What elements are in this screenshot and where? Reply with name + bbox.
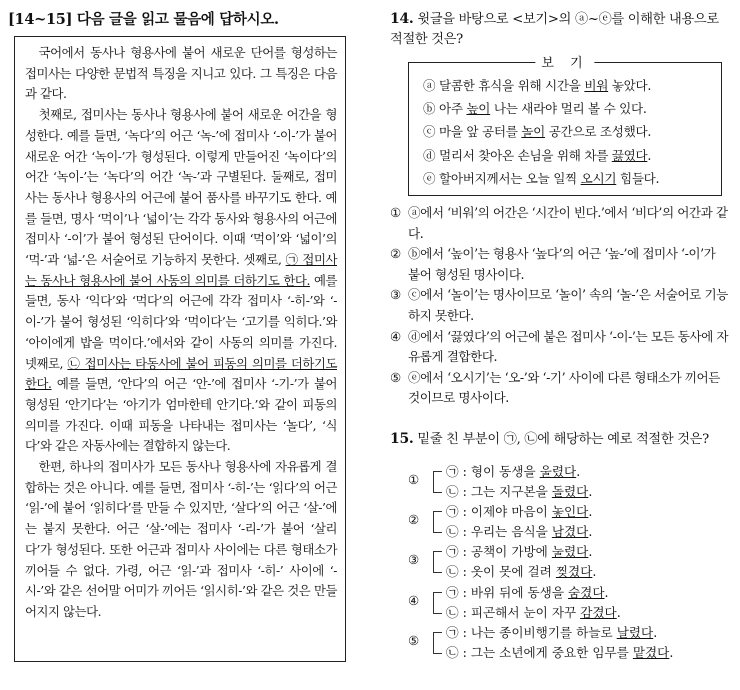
example-a bbox=[446, 583, 609, 603]
example-a bbox=[446, 623, 657, 643]
bracket-icon bbox=[433, 471, 442, 493]
question-text: 윗글을 바탕으로 <보기>의 ⓐ~ⓔ를 이해한 내용으로 적절한 것은? bbox=[390, 12, 719, 47]
example-underlined-word: 날렸다 bbox=[616, 624, 654, 640]
question-text: 밑줄 친 부분이 ㉠, ㉡에 해당하는 예로 적절한 것은? bbox=[417, 431, 709, 447]
option-text: ⓔ에서 ‘오시기’는 ‘오-’와 ‘-기’ 사이에 다른 형태소가 끼어든 것이므로 명사이다. bbox=[408, 369, 720, 406]
answer-option[interactable] bbox=[390, 285, 730, 326]
bracket-icon bbox=[433, 632, 442, 654]
bogi-item-text: ⓒ 마을 앞 공터를 bbox=[423, 124, 522, 140]
question-15-prompt bbox=[390, 429, 730, 450]
bogi-item-text: 공간으로 조성했다. bbox=[545, 124, 652, 140]
example-text: ㉠ : 형이 동생을 bbox=[446, 463, 540, 479]
example-b bbox=[446, 643, 673, 663]
option-number: ⑤ bbox=[408, 632, 420, 648]
answer-option[interactable] bbox=[390, 502, 730, 542]
option-text: ⓓ에서 ‘끓였다’의 어근에 붙은 접미사 ‘-이-’는 모든 동사에 자유롭게 결합한다. bbox=[408, 328, 729, 365]
bogi-item-text: . bbox=[647, 147, 652, 163]
passage-text: 예를 들면, ‘안다’의 어근 ‘안-’에 접미사 ‘-기-’가 붙어 형성된 ‘안기다’는 ‘아기가 엄마한테 안기다.’와 같이 피동의 의미를 가진다. 이때 피동을 나타내는 접미사는 ‘놀다’, ‘식다’와 같은 자동사에는 결합하지 않는다. bbox=[25, 376, 337, 454]
example-underlined-word: 찢겼다 bbox=[555, 564, 593, 580]
bogi-item bbox=[423, 144, 715, 167]
question-number: 15. bbox=[390, 430, 414, 447]
answer-option[interactable] bbox=[390, 203, 730, 244]
bogi-item bbox=[423, 74, 715, 97]
example-text: ㉡ : 피곤해서 눈이 자꾸 bbox=[446, 604, 581, 620]
example-period: . bbox=[588, 544, 593, 560]
answer-option[interactable] bbox=[390, 368, 730, 409]
bogi-underlined-word: 비워 bbox=[584, 78, 609, 93]
option-number: ④ bbox=[390, 328, 401, 344]
bogi-underlined-word: 높이 bbox=[466, 101, 491, 117]
example-underlined-word: 놓인다 bbox=[551, 504, 589, 520]
example-a bbox=[446, 542, 592, 562]
example-underlined-word: 눌렸다 bbox=[551, 544, 589, 560]
example-text: ㉠ : 이제야 마음이 bbox=[446, 504, 552, 520]
reading-passage bbox=[14, 36, 346, 662]
example-underlined-word: 맡겼다 bbox=[632, 644, 670, 660]
bogi-item-text: 놓았다. bbox=[608, 78, 652, 93]
option-number: ③ bbox=[390, 287, 401, 303]
example-b bbox=[446, 603, 621, 623]
example-text: ㉡ : 그는 지구본을 bbox=[446, 483, 552, 499]
bogi-item-text: 힘들다. bbox=[616, 170, 660, 186]
example-period: . bbox=[588, 504, 593, 520]
underlined-clause-a: ㉠ 접미사는 동사나 형용사에 붙어 사동의 의미를 더하기도 한다. bbox=[25, 252, 337, 288]
bogi-item-text: ⓑ 아주 bbox=[423, 101, 467, 117]
example-text: ㉠ : 나는 종이비행기를 하늘로 bbox=[446, 624, 617, 640]
answer-option[interactable] bbox=[390, 542, 730, 582]
example-underlined-word: 돌렸다 bbox=[551, 483, 589, 499]
bogi-underlined-word: 놀이 bbox=[521, 124, 546, 140]
bogi-item-text: ⓓ 멀리서 찾아온 손님을 위해 차를 bbox=[423, 147, 612, 163]
example-period: . bbox=[588, 483, 593, 499]
answer-option[interactable] bbox=[390, 623, 730, 663]
example-period: . bbox=[592, 564, 597, 580]
bracket-icon bbox=[433, 511, 442, 533]
bogi-item-text: ⓐ 달콤한 휴식을 위해 시간을 bbox=[423, 78, 585, 93]
bogi-item bbox=[423, 167, 715, 190]
example-a bbox=[446, 462, 580, 482]
option-text: ⓐ에서 ‘비워’의 어간은 ‘시간이 빈다.’에서 ‘비다’의 어간과 같다. bbox=[408, 205, 728, 241]
example-b bbox=[446, 522, 592, 542]
example-text: ㉠ : 바위 뒤에 동생을 bbox=[446, 584, 569, 600]
question-14-options bbox=[390, 203, 730, 409]
example-period: . bbox=[588, 524, 593, 540]
passage-text: 첫째로, 접미사는 동사나 형용사에 붙어 새로운 어간을 형성한다. 예를 들면, ‘녹다’의 어근 ‘녹-’에 접미사 ‘-이-’가 붙어 새로운 어간 ‘녹이-’가 형성된다. 이렇게 만들어진 ‘녹이다’의 어간 ‘녹이-’는 ‘녹다’의 어간 ‘녹-’과 구별된다. 둘째로, 접미사는 동사나 형용사의 어근에 붙어 품사를 바꾸기도 한다. 예를 들면, 명사 ‘먹이’나 ‘넓이’는 각각 동사와 형용사의 어근에 접미사 ‘-이’가 붙어 형성된 단어이다. 이때 ‘먹이’와 ‘넓이’의 ‘먹-’과 ‘넓-’은 서술어로 기능하지 못한다. 셋째로, bbox=[25, 107, 337, 268]
example-text: ㉡ : 옷이 못에 걸려 bbox=[446, 564, 556, 580]
example-period: . bbox=[669, 644, 674, 660]
example-a bbox=[446, 502, 592, 522]
bogi-item-text: ⓔ 할아버지께서는 오늘 일찍 bbox=[423, 170, 581, 186]
option-number: ① bbox=[408, 471, 420, 487]
option-text: ⓒ에서 ‘놀이’는 명사이므로 ‘놀이’ 속의 ‘놀-’은 서술어로 기능하지 못한다. bbox=[408, 287, 728, 323]
bogi-item bbox=[423, 97, 715, 120]
example-b bbox=[446, 562, 596, 582]
option-number: ④ bbox=[408, 592, 420, 608]
bracket-icon bbox=[433, 551, 442, 573]
bogi-item-text: 나는 새라야 멀리 볼 수 있다. bbox=[490, 101, 647, 117]
example-underlined-word: 남겼다 bbox=[551, 524, 589, 540]
section-header: [14~15] 다음 글을 읽고 물음에 답하시오. bbox=[8, 11, 279, 28]
answer-option[interactable] bbox=[390, 327, 730, 368]
example-text: ㉡ : 그는 소년에게 중요한 임무를 bbox=[446, 644, 633, 660]
passage-paragraph-1: 국어에서 동사나 형용사에 붙어 새로운 단어를 형성하는 접미사는 다양한 문법적 특징을 지니고 있다. 그 특징은 다음과 같다. bbox=[25, 45, 337, 102]
question-15-options bbox=[390, 462, 730, 663]
option-number: ② bbox=[390, 246, 401, 262]
passage-text: 예를 들면, 동사 ‘익다’와 ‘먹다’의 어근에 각각 접미사 ‘-히-’와 ‘-이-’가 붙어 형성된 ‘익히다’와 ‘먹이다’는 ‘고기를 익히다.’와 ‘아이에게 밥을 먹이다.’에서와 같이 사동의 의미를 가진다. 넷째로, bbox=[25, 272, 337, 371]
option-number: ③ bbox=[408, 552, 420, 568]
option-number: ② bbox=[408, 512, 420, 528]
answer-option[interactable] bbox=[390, 583, 730, 623]
example-underlined-word: 울렸다 bbox=[539, 463, 577, 479]
answer-option[interactable] bbox=[390, 462, 730, 502]
option-number: ⑤ bbox=[390, 369, 401, 385]
bogi-underlined-word: 끓였다 bbox=[611, 147, 648, 163]
bogi-item bbox=[423, 120, 715, 143]
option-text: ⓑ에서 ‘높이’는 형용사 ‘높다’의 어근 ‘높-’에 접미사 ‘-이’가 붙어 형성된 명사이다. bbox=[408, 246, 716, 282]
underlined-clause-b: ㉡ 접미사는 타동사에 붙어 피동의 의미를 더하기도 한다. bbox=[25, 355, 337, 392]
bogi-label: 보 기 bbox=[535, 52, 594, 75]
example-period: . bbox=[616, 604, 621, 620]
bogi-box bbox=[408, 56, 722, 196]
questions-column bbox=[390, 9, 730, 663]
question-14-prompt bbox=[390, 9, 730, 50]
bogi-underlined-word: 오시기 bbox=[580, 170, 617, 186]
example-period: . bbox=[604, 584, 609, 600]
example-text: ㉡ : 우리는 음식을 bbox=[446, 524, 552, 540]
example-b bbox=[446, 482, 592, 502]
example-period: . bbox=[576, 463, 581, 479]
bracket-icon bbox=[433, 592, 442, 614]
example-period: . bbox=[653, 624, 658, 640]
example-text: ㉠ : 공책이 가방에 bbox=[446, 544, 552, 560]
example-underlined-word: 감겼다 bbox=[580, 604, 617, 620]
passage-paragraph-2 bbox=[25, 105, 337, 457]
option-number: ① bbox=[390, 205, 401, 221]
passage-paragraph-3: 한편, 하나의 접미사가 모든 동사나 형용사에 자유롭게 결합하는 것은 아니다. 예를 들면, 접미사 ‘-히-’는 ‘읽다’의 어근 ‘읽-’에 붙어 ‘읽히다’를 만들 수 있지만, ‘살다’의 어근 ‘살-’에는 붙지 못한다. 어근 ‘살-’에는 접미사 ‘-리-’가 붙어 ‘살리다’가 형성된다. 또한 어근과 접미사 사이에는 다른 형태소가 끼어들 수 없다. 가령, 어근 ‘읽-’과 접미사 ‘-히-’ 사이에 ‘-시-’와 같은 선어말 어미가 끼어든 ‘읽시히-’와 같은 것은 만들어지지 않는다. bbox=[25, 459, 337, 619]
example-underlined-word: 숨겼다 bbox=[568, 584, 605, 600]
answer-option[interactable] bbox=[390, 244, 730, 285]
question-number: 14. bbox=[390, 11, 414, 27]
